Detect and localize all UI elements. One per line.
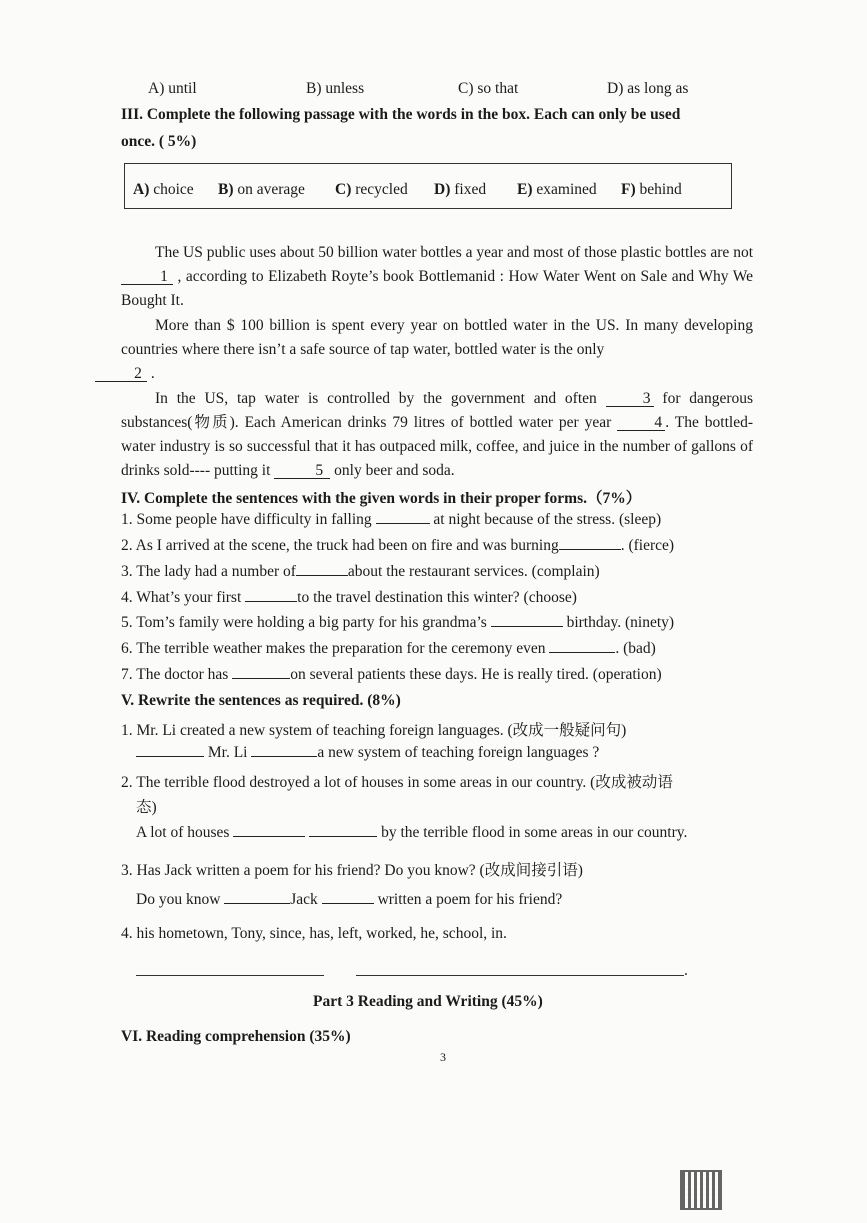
sentence-item: 5. Tom’s family were holding a big party for his grandma’s birthday. (ninety) bbox=[121, 614, 675, 631]
answer-blank[interactable] bbox=[309, 836, 377, 837]
word-box-item: A) choice bbox=[133, 181, 194, 198]
sentence-item: 7. The doctor has on several patients these days. He is really tired. (operation) bbox=[121, 666, 662, 683]
option-d: D) as long as bbox=[607, 80, 689, 97]
section3-heading-line1: III. Complete the following passage with the words in the box. Each can only be used bbox=[121, 106, 681, 123]
rewrite-answer-3: Do you know Jack written a poem for his friend? bbox=[136, 891, 563, 908]
answer-blank[interactable] bbox=[136, 756, 204, 757]
option-b: B) unless bbox=[306, 80, 365, 97]
passage-paragraph-3: In the US, tap water is controlled by the government and often 3 for dangerous substances(物质). Each American drinks 79 litres of bottled water per year 4 . The bottled-water industry is so successful that it has outpaced milk, coffee, and juice in the number of gallons of drinks sold---- putting it 5 only beer and soda. bbox=[121, 390, 754, 479]
answer-blank[interactable] bbox=[322, 903, 374, 904]
blank-4[interactable]: 4 bbox=[617, 415, 665, 431]
rewrite-question-2-cont: 态) bbox=[136, 799, 157, 816]
answer-blank[interactable] bbox=[491, 626, 563, 627]
answer-line[interactable] bbox=[136, 975, 324, 976]
section4-heading: IV. Complete the sentences with the given words in their proper forms.（7%） bbox=[121, 490, 642, 507]
qr-code-icon bbox=[680, 1170, 722, 1210]
word-box-item: C) recycled bbox=[335, 181, 408, 198]
blank-2[interactable]: 2 bbox=[95, 366, 147, 382]
passage-paragraph-2: More than $ 100 billion is spent every year on bottled water in the US. In many developing countries where there isn’t a safe source of tap water, bottled water is the only 2 . bbox=[121, 314, 753, 386]
answer-blank[interactable] bbox=[232, 678, 290, 679]
rewrite-question-1: 1. Mr. Li created a new system of teaching foreign languages. (改成一般疑问句) bbox=[121, 722, 627, 739]
word-box bbox=[124, 163, 732, 209]
blank-1[interactable]: 1 bbox=[121, 269, 173, 285]
word-box-item: F) behind bbox=[621, 181, 682, 198]
answer-blank[interactable] bbox=[559, 549, 621, 550]
answer-line-period: . bbox=[684, 962, 688, 979]
blank-3[interactable]: 3 bbox=[606, 391, 654, 407]
answer-blank[interactable] bbox=[233, 836, 305, 837]
answer-blank[interactable] bbox=[245, 601, 297, 602]
section3-heading-line2: once. ( 5%) bbox=[121, 133, 197, 150]
word-box-item: E) examined bbox=[517, 181, 597, 198]
option-a: A) until bbox=[148, 80, 197, 97]
sentence-item: 4. What’s your first to the travel destination this winter? (choose) bbox=[121, 589, 577, 606]
answer-line[interactable] bbox=[356, 975, 684, 976]
rewrite-question-4: 4. his hometown, Tony, since, has, left, worked, he, school, in. bbox=[121, 925, 507, 942]
sentence-item: 6. The terrible weather makes the preparation for the ceremony even . (bad) bbox=[121, 640, 656, 657]
rewrite-answer-1: Mr. Li a new system of teaching foreign languages ? bbox=[136, 744, 599, 762]
section5-heading: V. Rewrite the sentences as required. (8%) bbox=[121, 692, 401, 709]
section6-heading: VI. Reading comprehension (35%) bbox=[121, 1028, 351, 1045]
answer-blank[interactable] bbox=[224, 903, 290, 904]
answer-blank[interactable] bbox=[376, 523, 430, 524]
option-c: C) so that bbox=[458, 80, 519, 97]
passage-paragraph-1: The US public uses about 50 billion water bottles a year and most of those plastic bottles are not 1 , according to Elizabeth Royte’s book Bottlemanid : How Water Went on Sale and Why We Bought It. bbox=[121, 244, 753, 309]
rewrite-answer-2: A lot of houses by the terrible flood in some areas in our country. bbox=[136, 824, 688, 841]
answer-blank[interactable] bbox=[296, 575, 348, 576]
part3-heading: Part 3 Reading and Writing (45%) bbox=[313, 993, 543, 1010]
page-number: 3 bbox=[440, 1050, 446, 1064]
sentence-item: 1. Some people have difficulty in falling at night because of the stress. (sleep) bbox=[121, 511, 662, 528]
sentence-item: 2. As I arrived at the scene, the truck had been on fire and was burning . (fierce) bbox=[121, 537, 675, 554]
answer-blank[interactable] bbox=[251, 756, 317, 757]
answer-blank[interactable] bbox=[549, 652, 615, 653]
rewrite-question-3: 3. Has Jack written a poem for his friend? Do you know? (改成间接引语) bbox=[121, 862, 583, 879]
sentence-item: 3. The lady had a number of about the restaurant services. (complain) bbox=[121, 563, 600, 580]
blank-5[interactable]: 5 bbox=[274, 463, 330, 479]
word-box-item: D) fixed bbox=[434, 181, 487, 198]
word-box-item: B) on average bbox=[218, 181, 305, 198]
rewrite-question-2: 2. The terrible flood destroyed a lot of houses in some areas in our country. (改成被动语 bbox=[121, 774, 673, 791]
